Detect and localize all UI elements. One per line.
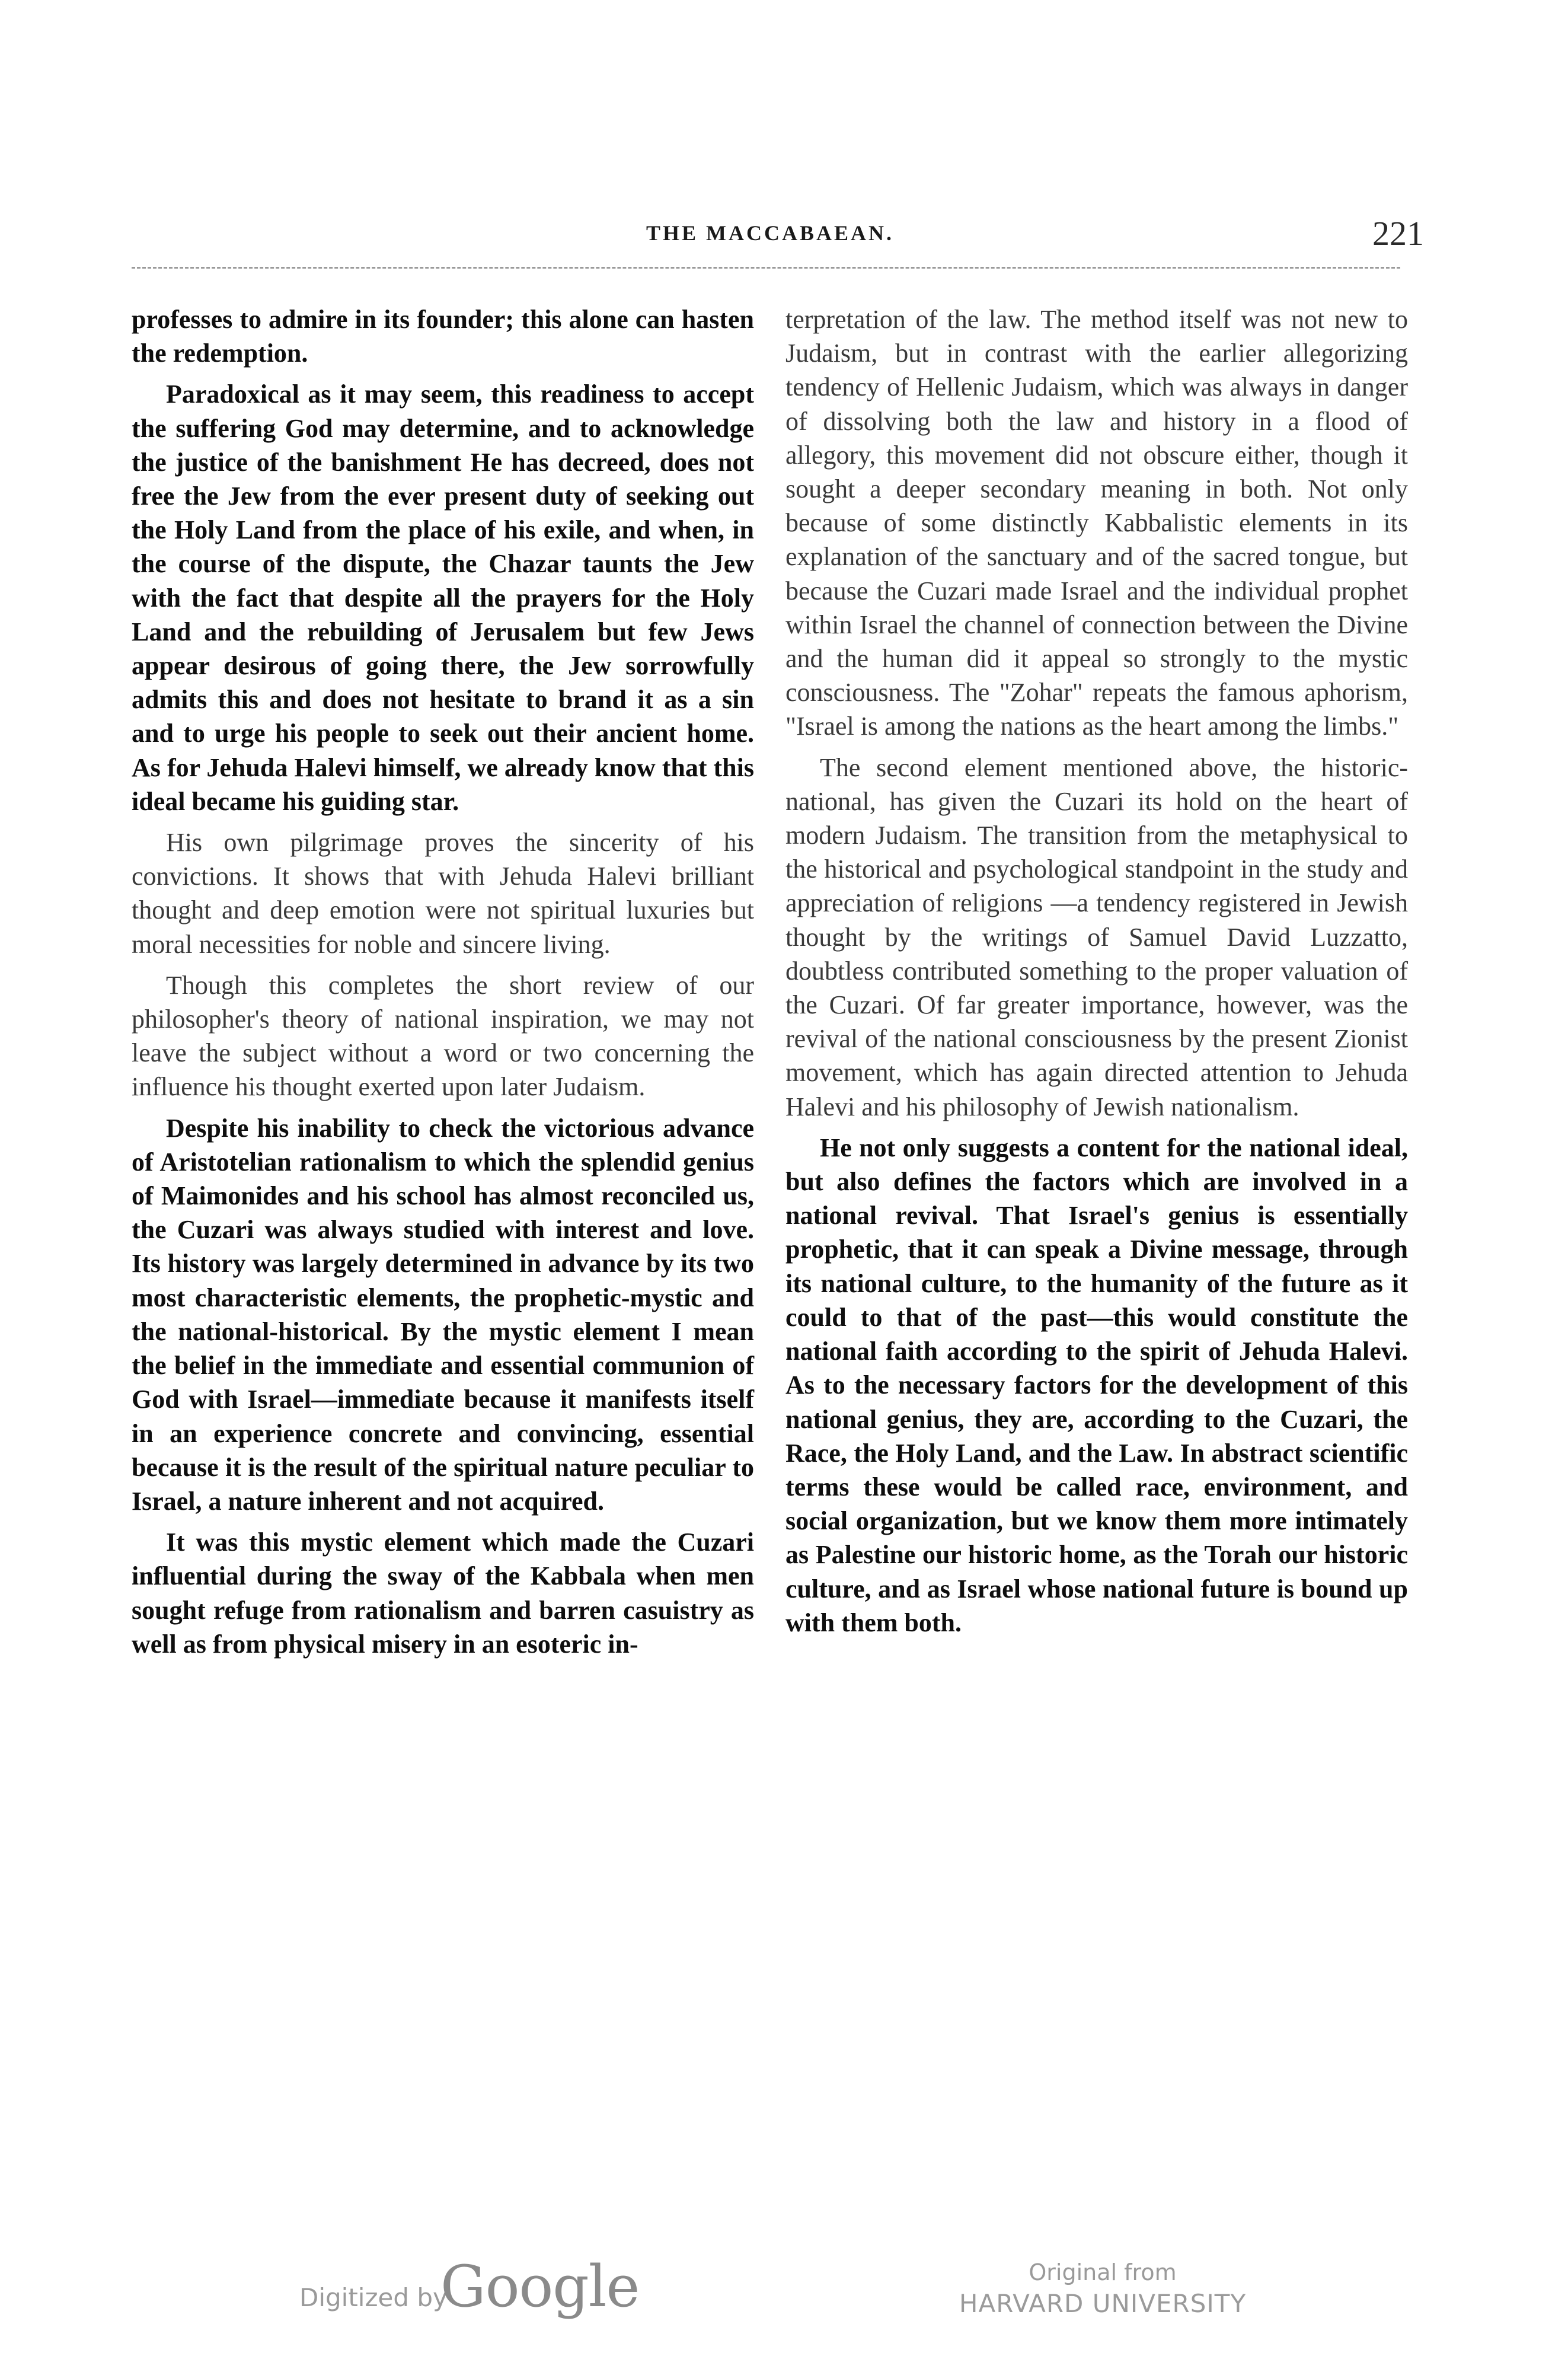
google-logo: Google (440, 2253, 640, 2320)
paragraph: Despite his inability to check the victorious advance of Aristotelian rationalism to which the splendid genius of Maimonides and his school has almost reconciled us, the Cuzari was always studied with interest and love. Its history was largely determined in advance by its two most characteristic elements, the prophetic-mystic and the national-historical. By the mystic element I mean the belief in the immediate and essential communion of God with Israel—immediate because it manifests itself in an experience concrete and convincing, essential because it is the result of the spiritual nature peculiar to Israel, a nature inherent and not acquired. (132, 1113, 754, 1516)
paragraph: His own pilgrimage proves the sincerity of his convictions. It shows that with Jehuda Halevi brilliant thought and deep emotion were not spiritual luxuries but moral necessities for noble and sincere living. (132, 828, 754, 959)
paragraph: professes to admire in its founder; this alone can hasten the redemption. (132, 305, 754, 368)
digitized-by-google-mark (299, 2253, 640, 2320)
paragraph: It was this mystic element which made the Cuzari influential during the sway of the Kabbala when men sought refuge from rationalism and barren casuistry as well as from physical misery in an esoteric in- (132, 1528, 754, 1659)
institution-label: HARVARD UNIVERSITY (959, 2289, 1247, 2318)
source-attribution (937, 2259, 1269, 2318)
paragraph: terpretation of the law. The method itself was not new to Judaism, but in contrast with the earlier allegorizing tendency of Hellenic Judaism, which was always in danger of dissolving both the law and history in a flood of allegory, this movement did not obscure either, though it sought a deeper secondary meaning in both. Not only because of some distinctly Kabbalistic elements in its explanation of the sanctuary and of the sacred tongue, but because the Cuzari made Israel and the individual prophet within Israel the channel of connection between the Divine and the human did it appeal so strongly to the mystic consciousness. The "Zohar" repeats the famous aphorism, "Israel is among the nations as the heart among the limbs." (785, 305, 1408, 741)
original-from-label: Original from (1029, 2259, 1177, 2285)
page-number: 221 (1372, 214, 1424, 253)
left-column (132, 302, 754, 1661)
journal-title: THE MACCABAEAN. (646, 221, 895, 245)
digitized-by-label: Digitized by (299, 2283, 448, 2312)
running-head (0, 214, 1568, 268)
paragraph: He not only suggests a content for the national ideal, but also defines the factors which are involved in a national revival. That Israel's genius is essentially prophetic, that it can speak a Divine message, through its national culture, to the humanity of the future as it could to that of the past—this would constitute the national faith according to the spirit of Jehuda Halevi. As to the necessary factors for the development of this national genius, they are, according to the Cuzari, the Race, the Holy Land, and the Law. In abstract scientific terms these would be called race, environment, and social organization, but we know them more intimately as Palestine our historic home, as the Torah our historic culture, and as Israel whose national future is bound up with them both. (785, 1133, 1408, 1637)
header-rule (132, 267, 1400, 270)
paragraph: Though this completes the short review of our philosopher's theory of national inspiration, we may not leave the subject without a word or two concerning the influence his thought exerted upon later Judaism. (132, 970, 754, 1102)
right-column (785, 302, 1408, 1640)
paragraph: The second element mentioned above, the historic-national, has given the Cuzari its hold on the heart of modern Judaism. The transition from the metaphysical to the historical and psychological standpoint in the study and appreciation of religions —a tendency registered in Jewish thought by the writings of Samuel David Luzzatto, doubtless contributed something to the proper valuation of the Cuzari. Of far greater importance, however, was the revival of the national consciousness by the present Zionist movement, which has again directed attention to Jehuda Halevi and his philosophy of Jewish nationalism. (785, 753, 1408, 1121)
paragraph: Paradoxical as it may seem, this readiness to accept the suffering God may determine, and to acknowledge the justice of the banishment He has decreed, does not free the Jew from the ever present duty of seeking out the Holy Land from the place of his exile, and when, in the course of the dispute, the Chazar taunts the Jew with the fact that despite all the prayers for the Holy Land and the rebuilding of Jerusalem but few Jews appear desirous of going there, the Jew sorrowfully admits this and does not hesitate to brand it as a sin and to urge his people to seek out their ancient home. As for Jehuda Halevi himself, we already know that this ideal became his guiding star. (132, 380, 754, 816)
